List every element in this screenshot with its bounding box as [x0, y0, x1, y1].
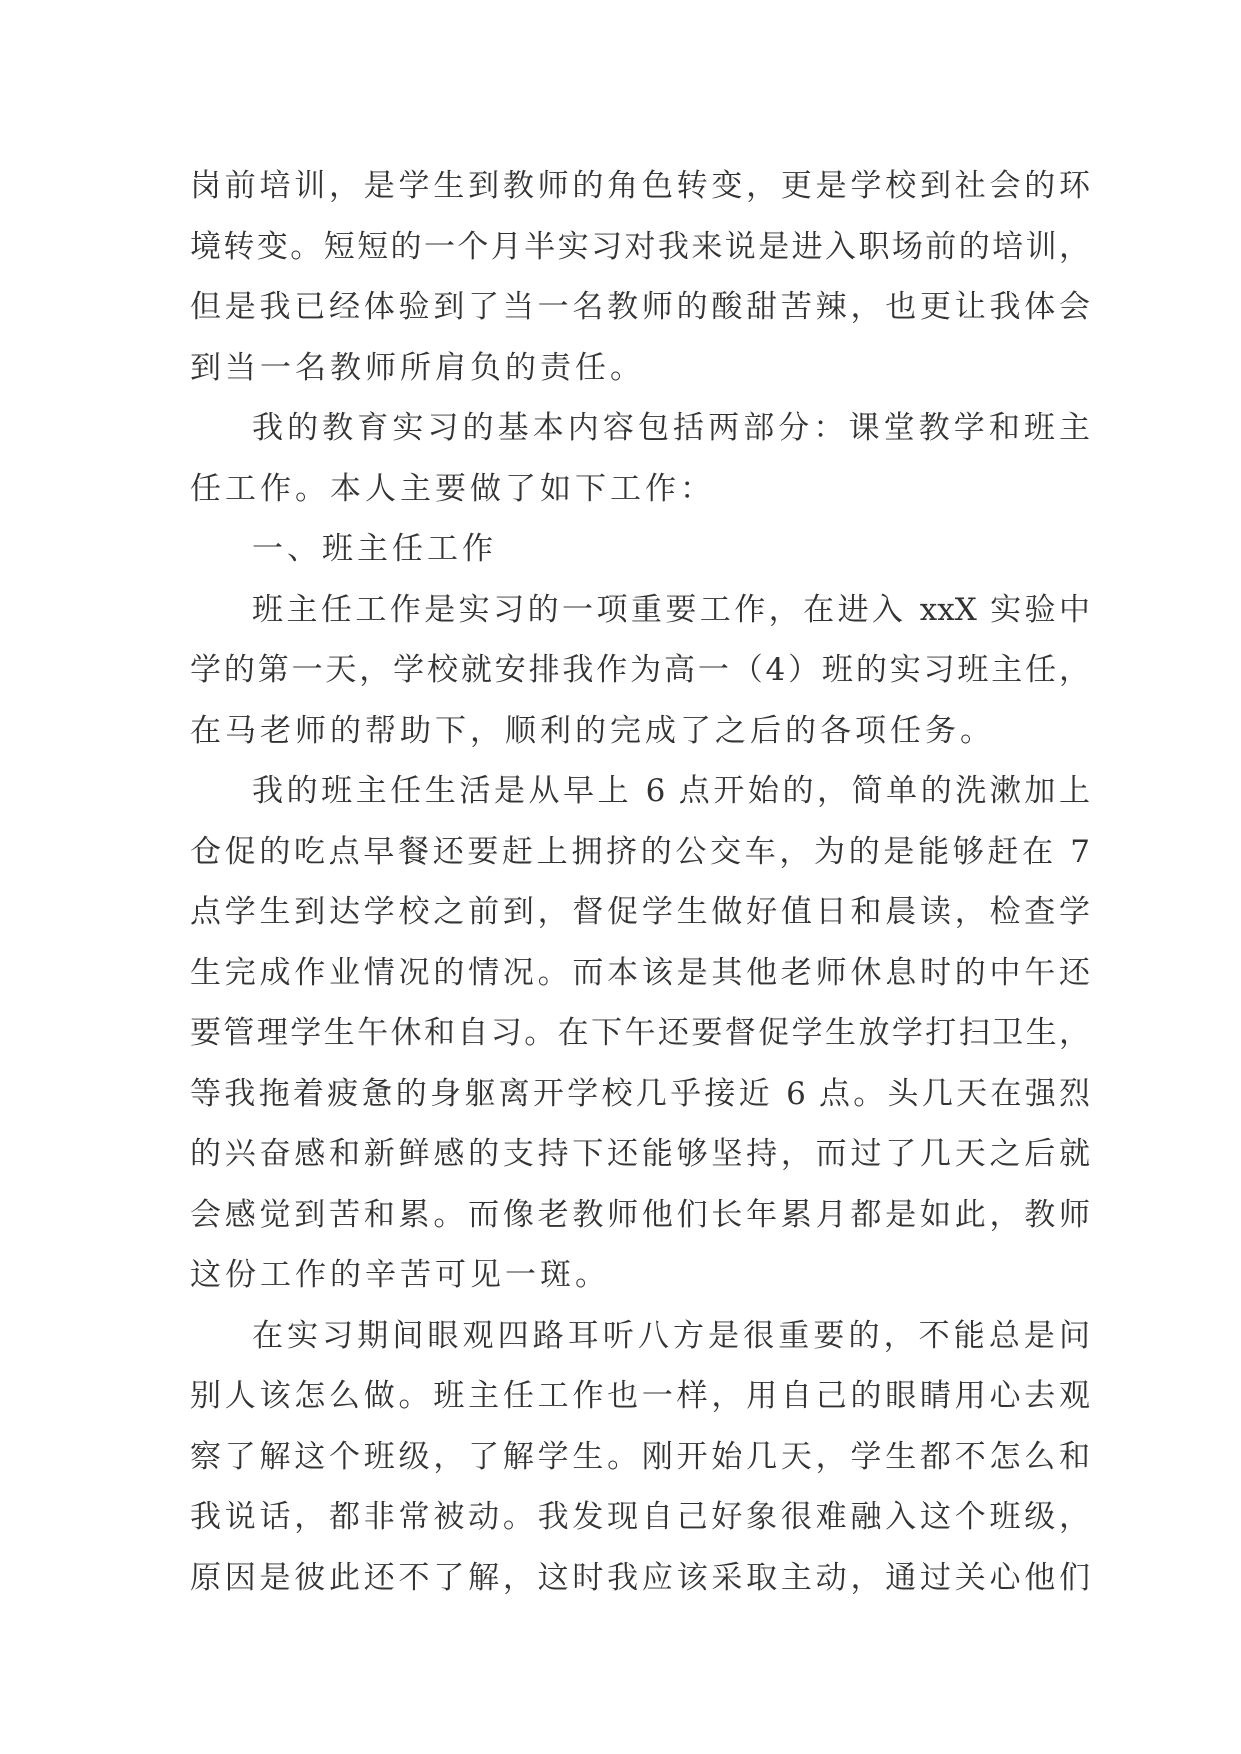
- text-line: 但是我已经体验到了当一名教师的酸甜苦辣，也更让我体会: [190, 289, 1090, 325]
- text-line: 仓促的吃点早餐还要赶上拥挤的公交车，为的是能够赶在 7: [190, 833, 1090, 870]
- text-line: 察了解这个班级，了解学生。刚开始几天，学生都不怎么和: [190, 1438, 1090, 1475]
- text-line: 境转变。短短的一个月半实习对我来说是进入职场前的培训，: [190, 228, 1090, 265]
- text-line: 一、班主任工作: [252, 531, 497, 567]
- text-line: 别人该怎么做。班主任工作也一样，用自己的眼睛用心去观: [190, 1378, 1090, 1414]
- text-line: 任工作。本人主要做了如下工作：: [190, 470, 715, 507]
- text-line: 等我拖着疲惫的身躯离开学校几乎接近 6 点。头几天在强烈: [190, 1075, 1090, 1112]
- text-line: 班主任工作是实习的一项重要工作，在进入 xxX 实验中: [252, 591, 1090, 628]
- text-line: 到当一名教师所肩负的责任。: [190, 349, 645, 386]
- text-line: 我说话，都非常被动。我发现自己好象很难融入这个班级，: [190, 1499, 1090, 1535]
- text-line: 在马老师的帮助下，顺利的完成了之后的各项任务。: [190, 712, 995, 749]
- text-line: 我的教育实习的基本内容包括两部分：课堂教学和班主: [252, 410, 1090, 446]
- text-line: 的兴奋感和新鲜感的支持下还能够坚持，而过了几天之后就: [190, 1136, 1090, 1172]
- body-text: [190, 156, 1090, 1608]
- text-line: 学的第一天，学校就安排我作为高一（4）班的实习班主任，: [190, 652, 1090, 688]
- text-line: 岗前培训，是学生到教师的角色转变，更是学校到社会的环: [190, 168, 1090, 204]
- text-line: 这份工作的辛苦可见一斑。: [190, 1257, 610, 1293]
- text-line: 要管理学生午休和自习。在下午还要督促学生放学打扫卫生，: [190, 1015, 1090, 1051]
- text-line: 我的班主任生活是从早上 6 点开始的，简单的洗漱加上: [252, 773, 1090, 809]
- text-line: 在实习期间眼观四路耳听八方是很重要的，不能总是问: [252, 1317, 1090, 1354]
- text-line: 原因是彼此还不了解，这时我应该采取主动，通过关心他们: [190, 1559, 1090, 1596]
- text-line: 生完成作业情况的情况。而本该是其他老师休息时的中午还: [190, 954, 1090, 991]
- text-line: 会感觉到苦和累。而像老教师他们长年累月都是如此，教师: [190, 1196, 1090, 1233]
- text-line: 点学生到达学校之前到，督促学生做好值日和晨读，检查学: [190, 894, 1090, 930]
